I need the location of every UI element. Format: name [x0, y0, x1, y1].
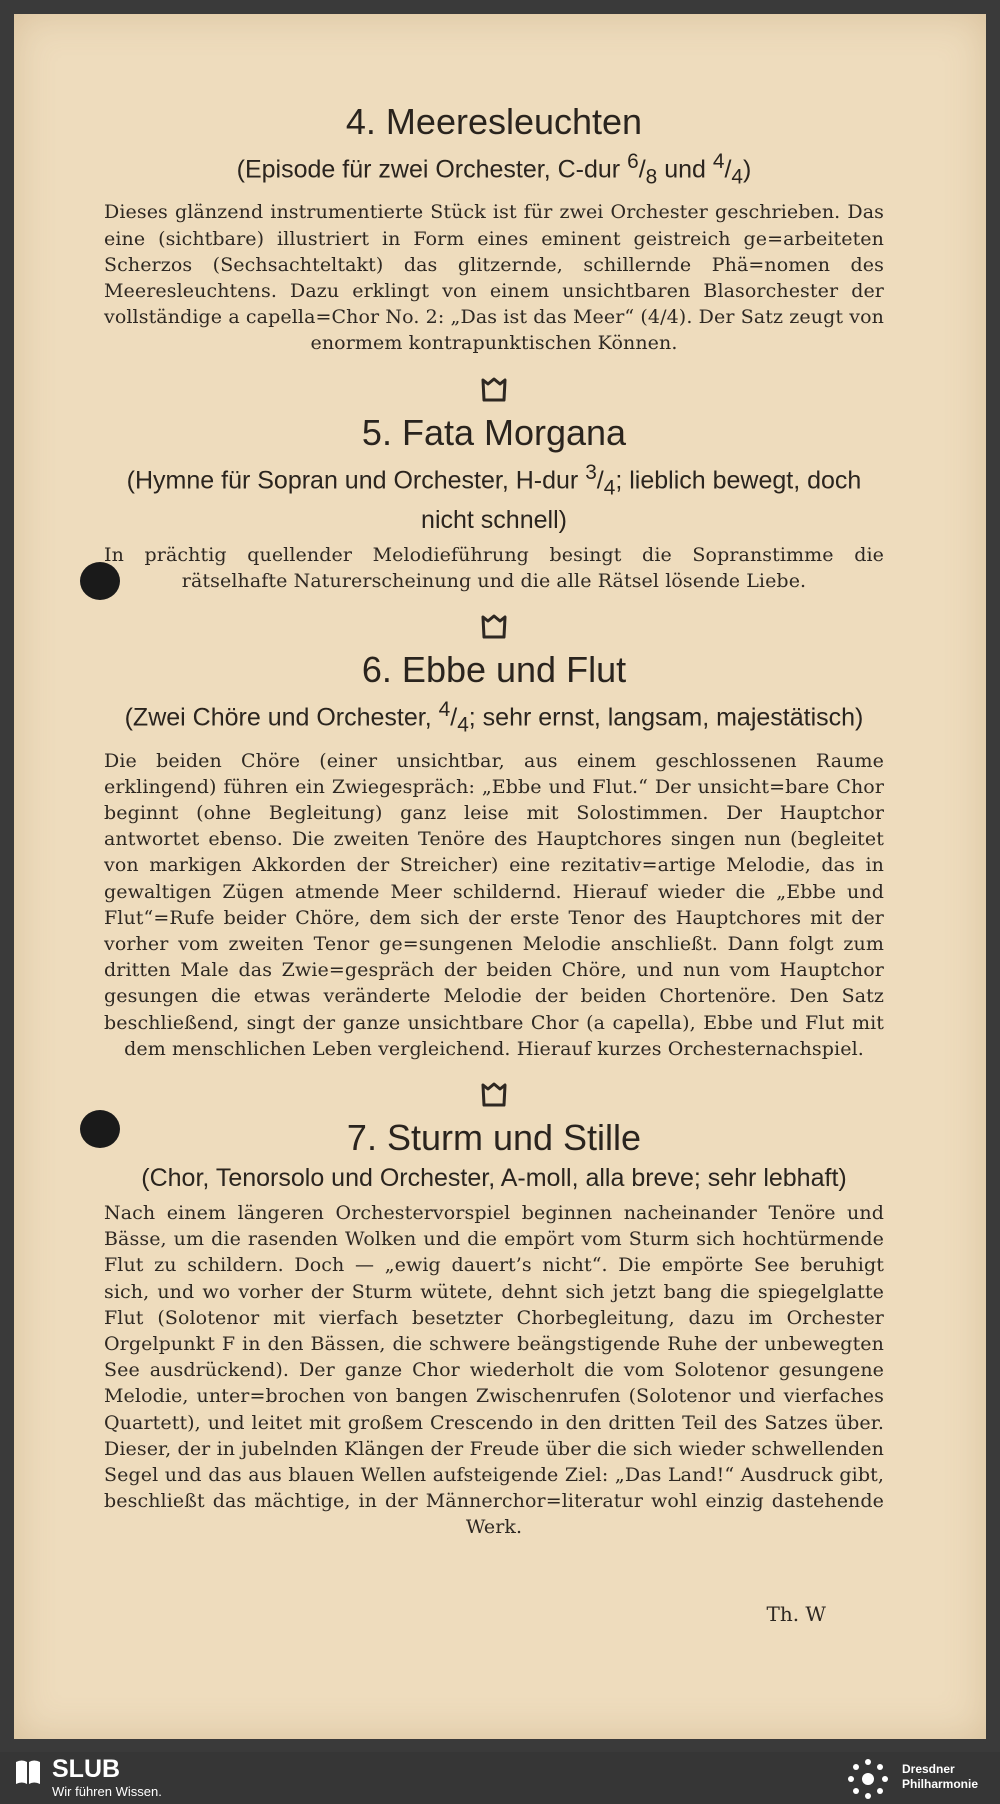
slub-book-icon [14, 1758, 42, 1788]
section-ebbe-und-flut [104, 648, 884, 1062]
slub-name: SLUB [52, 1755, 121, 1783]
page-content [104, 100, 884, 1541]
section-meeresleuchten [104, 100, 884, 357]
philharmonie-logo-icon [842, 1756, 894, 1802]
program-page [14, 14, 986, 1739]
section-description: Dieses glänzend instrumentierte Stück ist für zwei Orchester geschrieben. Das eine (sichtbare) illustriert in Form eines eminent geistreich ge=arbeiteten Scherzos (Sechsachteltakt) das glitzernde, schillernde Phä=nomen des Meeresleuchtens. Dazu erklingt von einem unsichtbaren Blasorchester der vollständige a capella=Chor No. 2: „Das ist das Meer“ (4/4). Der Satz zeugt von enormem kontrapunktischen Können. [104, 201, 884, 355]
footer-bar [0, 1752, 1000, 1804]
section-subtitle: (Zwei Chöre und Orchester, $^4/_4$; sehr ernst, langsam, majestätisch) [124, 698, 864, 737]
section-title: 5. Fata Morgana [361, 411, 627, 453]
section-description: In prächtig quellender Melodieführung besingt die Sopranstimme die rätselhafte Naturerscheinung und die alle Rätsel lösende Liebe. [104, 543, 884, 593]
fleuron-ornament-icon [479, 1080, 509, 1110]
section-fata-morgana [104, 411, 884, 595]
section-subtitle: (Episode für zwei Orchester, C-dur $^6/_8$ und $^4/_4$) [236, 150, 752, 189]
author-signature: Th. W [766, 1602, 826, 1626]
section-description: Die beiden Chöre (einer unsichtbar, aus einem geschlossenen Raume erklingend) führen ein Zwiegespräch: „Ebbe und Flut.“ Der unsicht=bare Chor beginnt (ohne Begleitung) ganz leise mit Solostimmen. Der Hauptchor antwortet ebenso. Die zweiten Tenöre des Hauptchores singen nun (begleitet von markigen Akkorden der Streicher) eine rezitativ=artige Melodie, das in gewaltigen Zügen atmende Meer schildernd. Hierauf wieder die „Ebbe und Flut“=Rufe beider Chöre, dem sich der erste Tenor des Hauptchores mit der vorher vom zweiten Tenor ge=sungenen Melodie anschließt. Dann folgt zum dritten Male das Zwie=gespräch der beiden Chöre, und nun vom Hauptchor gesungen die etwas veränderte Melodie der beiden Chortenöre. Den Satz beschließend, singt der ganze unsichtbare Chor (a capella), Ebbe und Flut mit dem menschlichen Leben vergleichend. Hierauf kurzes Orchesternachspiel. [104, 749, 884, 1060]
fleuron-ornament-icon [479, 375, 509, 405]
section-description: Nach einem längeren Orchestervorspiel beginnen nacheinander Tenöre und Bässe, um die rasenden Wolken und die empört vom Sturm sich hochtürmende Flut zu schildern. Doch — „ewig dauert’s nicht“. Die empörte See beruhigt sich, und wo vorher der Sturm wütete, dehnt sich jetzt bang die spiegelglatte Flut (Solotenor mit vierfach besetzter Chorbegleitung, dazu im Orchester Orgelpunkt F in den Bässen, die schwere beängstigende Ruhe der unbewegten See ausdrückend). Der ganze Chor wiederholt die vom Solotenor gesungene Melodie, unter=brochen von bangen Zwischenrufen (Solotenor und vierfaches Quartett), und leitet mit großem Crescendo in den dritten Teil des Satzes über. Dieser, der in jubelnden Klängen der Freude über die sich wieder schwellenden Segel und das aus blauen Wellen aufsteigende Ziel: „Das Land!“ Ausdruck gibt, beschließt das mächtige, in der Männerchor=literatur wohl einzig dastehende Werk. [104, 1202, 884, 1539]
section-sturm-und-stille [104, 1116, 884, 1541]
philharmonie-name: Dresdner Philharmonie [902, 1762, 979, 1791]
section-subtitle: (Chor, Tenorsolo und Orchester, A-moll, alla breve; sehr lebhaft) [141, 1164, 847, 1193]
section-subtitle: (Hymne für Sopran und Orchester, H-dur $^3/_4$; lieblich bewegt, doch nicht schnell) [126, 460, 862, 534]
fleuron-ornament-icon [479, 612, 509, 642]
slub-tagline: Wir führen Wissen. [52, 1784, 162, 1799]
section-title: 6. Ebbe und Flut [361, 649, 627, 691]
section-title: 4. Meeresleuchten [345, 101, 643, 142]
section-title: 7. Sturm und Stille [346, 1117, 642, 1159]
